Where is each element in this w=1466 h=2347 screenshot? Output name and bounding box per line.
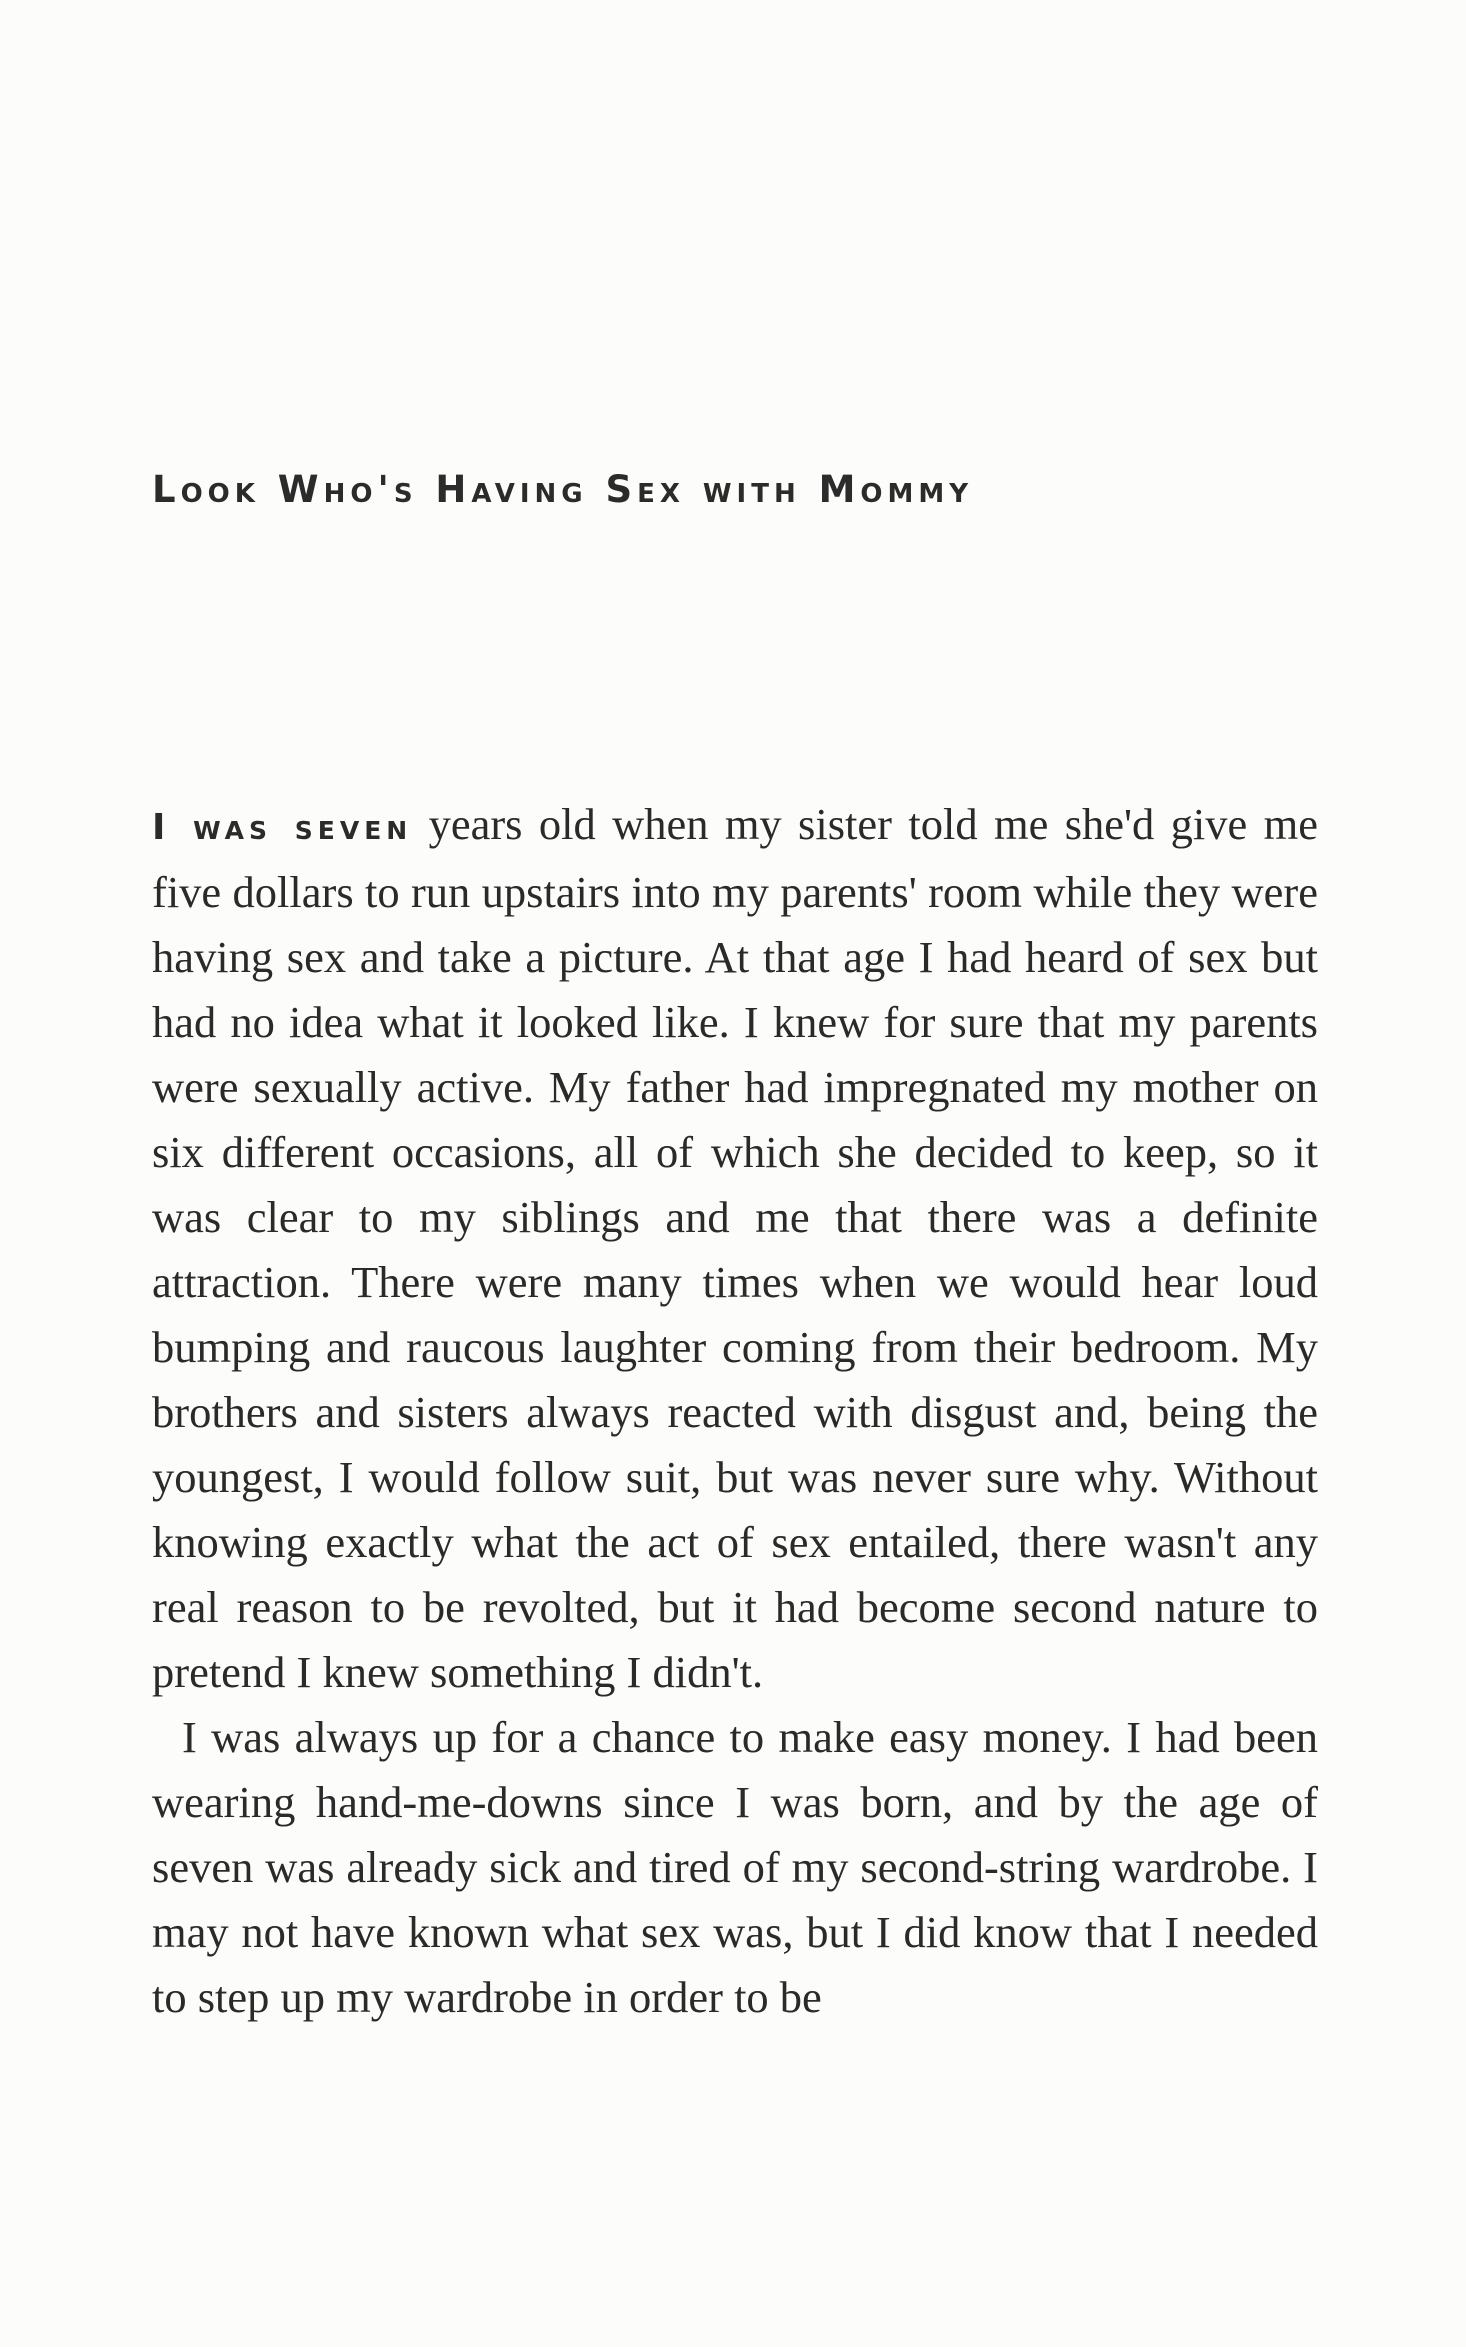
chapter-title: Look Who's Having Sex with Mommy (152, 468, 974, 511)
paragraph-1-text: years old when my sister told me she'd give me five dollars to run upstairs into my parents' room while they were having sex and take a picture. At that age I had heard of sex but had no idea what it looked like. I knew for sure that my parents were sexually active. My father had impregnated my mother on six different occasions, all of which she decided to keep, so it was clear to my siblings and me that there was a definite attraction. There were many times when we would hear loud bumping and raucous laughter coming from their bedroom. My brothers and sisters always reacted with disgust and, being the youngest, I would follow suit, but was never sure why. Without knowing exactly what the act of sex entailed, there wasn't any real reason to be revolted, but it had become second nature to pretend I knew something I didn't. (152, 799, 1318, 1697)
body-text (152, 792, 1318, 2030)
paragraph-2: I was always up for a chance to make easy money. I had been wearing hand-me-downs since I was born, and by the age of seven was already sick and tired of my second-string wardrobe. I may not have known what sex was, but I did know that I needed to step up my wardrobe in order to be (152, 1712, 1318, 2022)
paragraph-1 (152, 792, 1318, 1705)
lead-in-small-caps: I was seven (152, 807, 413, 848)
